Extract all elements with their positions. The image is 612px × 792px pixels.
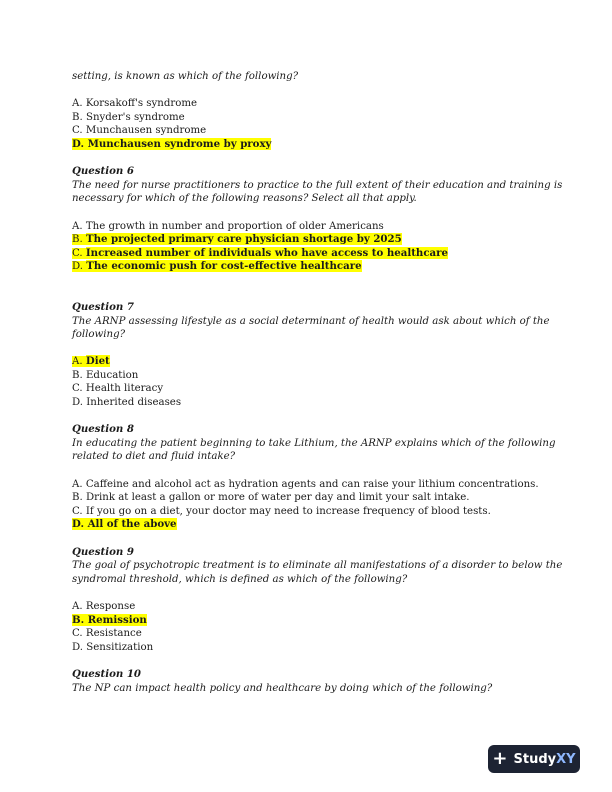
answer-option: C. If you go on a diet, your doctor may need to increase frequency of blood tests. — [72, 505, 491, 517]
question-heading: Question 10 — [72, 667, 141, 680]
question-text: related to diet and fluid intake? — [72, 451, 236, 463]
answer-letter: A. — [72, 356, 83, 368]
question-text: The NP can impact health policy and healthcare by doing which of the following? — [72, 682, 493, 694]
answer-option: B. Drink at least a gallon or more of water per day and limit your salt intake. — [72, 492, 470, 504]
answer-option: D. Inherited diseases — [72, 397, 182, 409]
question-heading: Question 8 — [72, 423, 134, 436]
question-text: The goal of psychotropic treatment is to eliminate all manifestations of a disorder to below the — [72, 560, 563, 572]
correct-answer-option: D. Munchausen syndrome by proxy — [72, 137, 272, 150]
answer-option: A. The growth in number and proportion of older Americans — [72, 220, 384, 232]
answer-option: D. Sensitization — [72, 641, 154, 653]
question-text: The need for nurse practitioners to practice to the full extent of their education and training is — [72, 179, 563, 191]
answer-option: B. Education — [72, 369, 139, 381]
answer-option: C. Munchausen syndrome — [72, 125, 207, 137]
studyxy-badge[interactable] — [488, 745, 580, 773]
question-text: following? — [72, 329, 126, 341]
answer-option: C. Resistance — [72, 628, 142, 640]
answer-option: A. Response — [72, 600, 136, 612]
correct-answer-option: The economic push for cost-effective healthcare — [86, 260, 362, 273]
answer-letter: D. — [72, 261, 84, 273]
correct-answer-option: The projected primary care physician shortage by 2025 — [85, 233, 402, 246]
question-text: The ARNP assessing lifestyle as a social determinant of health would ask about which of the — [72, 315, 550, 327]
answer-option: A. Caffeine and alcohol act as hydration agents and can raise your lithium concentrations. — [72, 478, 539, 490]
answer-option: A. Korsakoff's syndrome — [72, 98, 198, 110]
answer-letter: C. — [72, 247, 83, 259]
document-content — [72, 70, 563, 695]
question-text: necessary for which of the following reasons? Select all that apply. — [72, 193, 417, 205]
brand-name: Study — [513, 751, 557, 767]
question-heading: Question 7 — [72, 300, 134, 313]
answer-option: B. Snyder's syndrome — [72, 111, 185, 123]
correct-answer-option: Diet — [85, 355, 110, 368]
correct-answer-option: Increased number of individuals who have access to healthcare — [85, 246, 448, 259]
question-text: In educating the patient beginning to take Lithium, the ARNP explains which of the following — [72, 437, 556, 449]
brand-name-suffix: XY — [556, 751, 576, 767]
correct-answer-option: D. All of the above — [72, 518, 177, 531]
answer-option: C. Health literacy — [72, 383, 164, 395]
plus-icon: + — [492, 748, 508, 769]
correct-answer-option: B. Remission — [72, 613, 147, 626]
answer-letter: B. — [72, 234, 83, 246]
question-text: syndromal threshold, which is defined as which of the following? — [72, 573, 408, 585]
question-text: setting, is known as which of the following? — [72, 71, 299, 82]
question-heading: Question 6 — [72, 165, 134, 178]
question-heading: Question 9 — [72, 545, 134, 558]
